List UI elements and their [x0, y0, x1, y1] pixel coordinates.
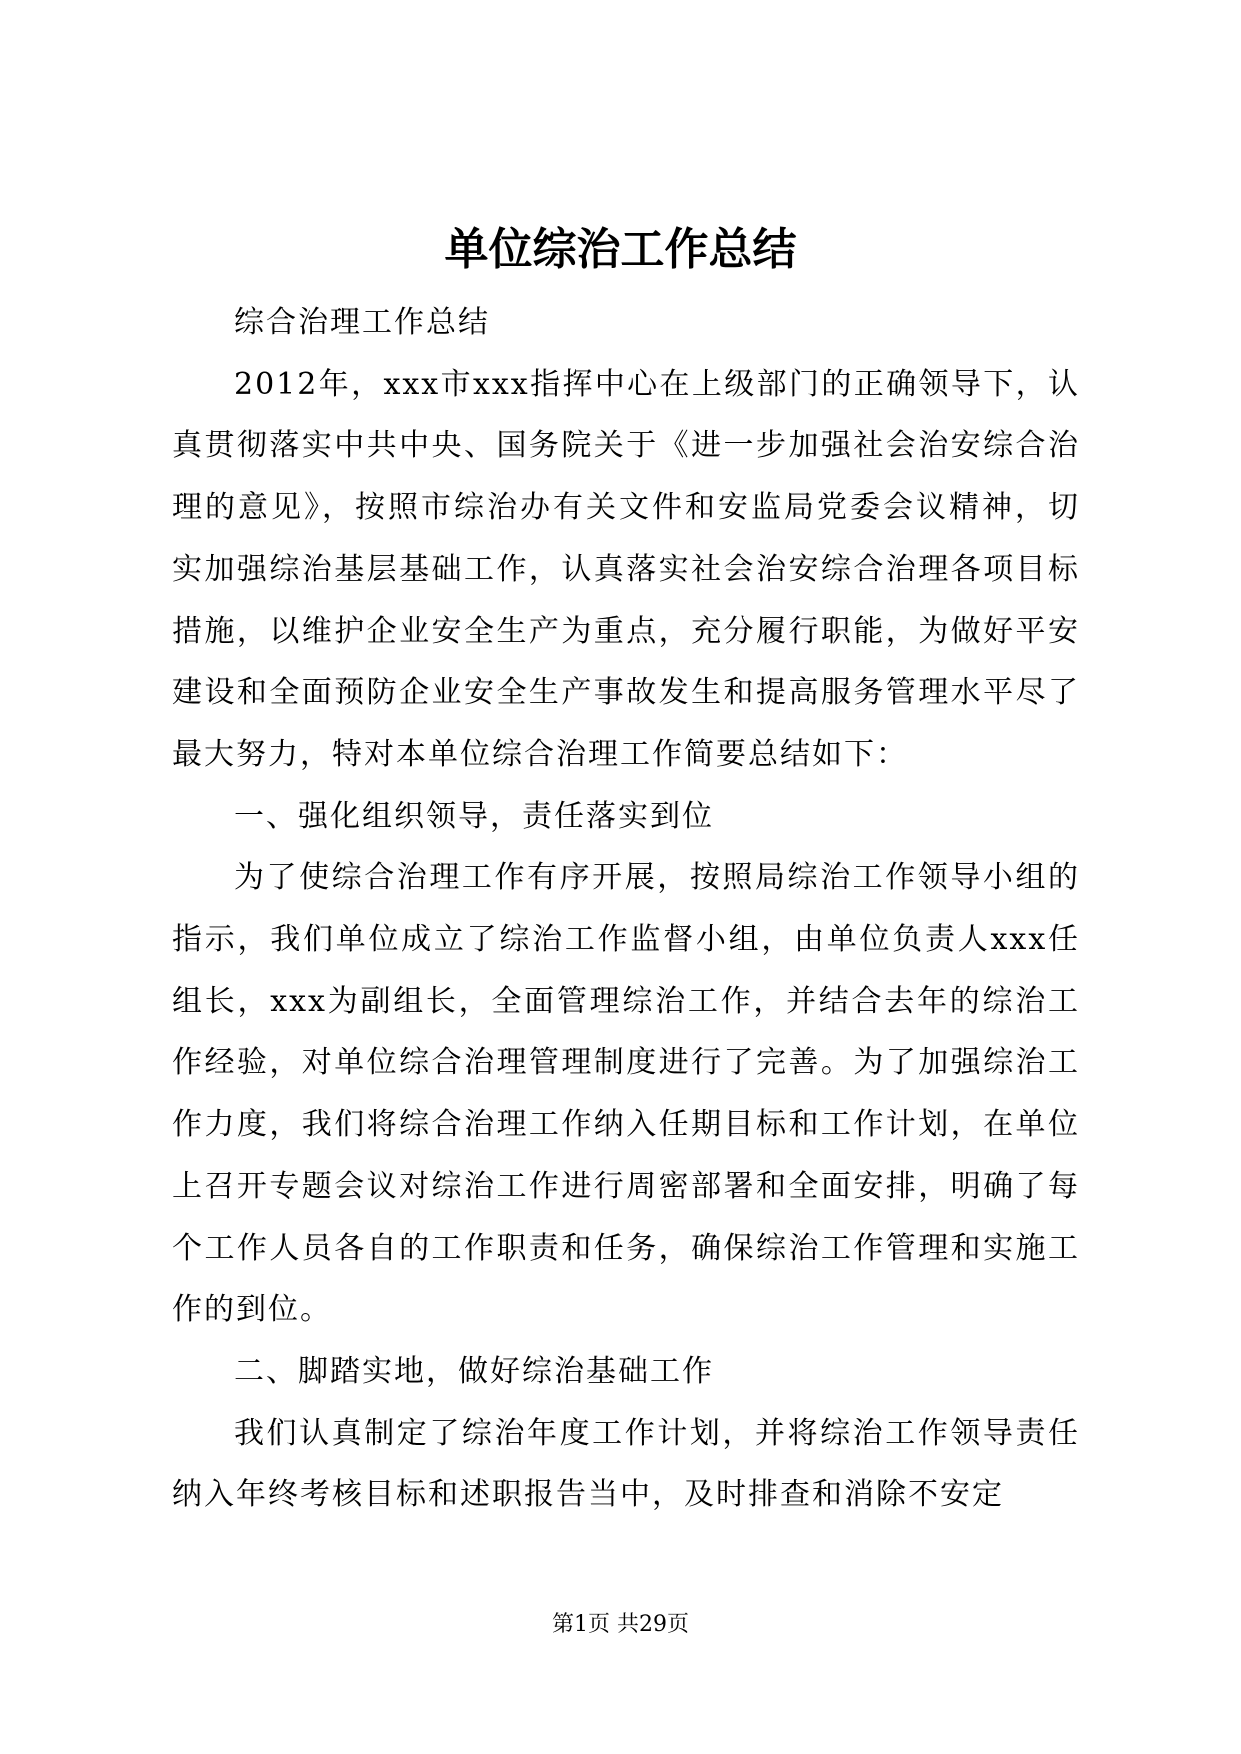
paragraph-section-2: 我们认真制定了综治年度工作计划，并将综治工作领导责任纳入年终考核目标和述职报告当中，及时排查和消除不安定 [172, 1415, 1080, 1513]
page-number-label: 第1页 共29页 [552, 1612, 689, 1637]
page-footer [0, 1611, 1241, 1639]
section-heading-1: 一、强化组织领导，责任落实到位 [234, 798, 714, 834]
paragraph-subtitle: 综合治理工作总结 [234, 305, 490, 340]
document-body [172, 292, 1080, 1526]
paragraph-intro: 2012年，xxx市xxx指挥中心在上级部门的正确领导下，认真贯彻落实中共中央、国务院关于《进一步加强社会治安综合治理的意见》，按照市综治办有关文件和安监局党委会议精神，切实加强综治基层基础工作，认真落实社会治安综合治理各项目标措施，以维护企业安全生产为重点，充分履行职能，为做好平安建设和全面预防企业安全生产事故发生和提高服务管理水平尽了最大努力，特对本单位综合治理工作简要总结如下： [172, 366, 1080, 772]
section-heading-2: 二、脚踏实地，做好综治基础工作 [234, 1353, 714, 1389]
paragraph-section-1: 为了使综合治理工作有序开展，按照局综治工作领导小组的指示，我们单位成立了综治工作监督小组，由单位负责人xxx任组长，xxx为副组长，全面管理综治工作，并结合去年的综治工作经验，对单位综合治理管理制度进行了完善。为了加强综治工作力度，我们将综合治理工作纳入任期目标和工作计划，在单位上召开专题会议对综治工作进行周密部署和全面安排，明确了每个工作人员各自的工作职责和任务，确保综治工作管理和实施工作的到位。 [172, 860, 1080, 1328]
document-title: 单位综治工作总结 [444, 224, 797, 275]
